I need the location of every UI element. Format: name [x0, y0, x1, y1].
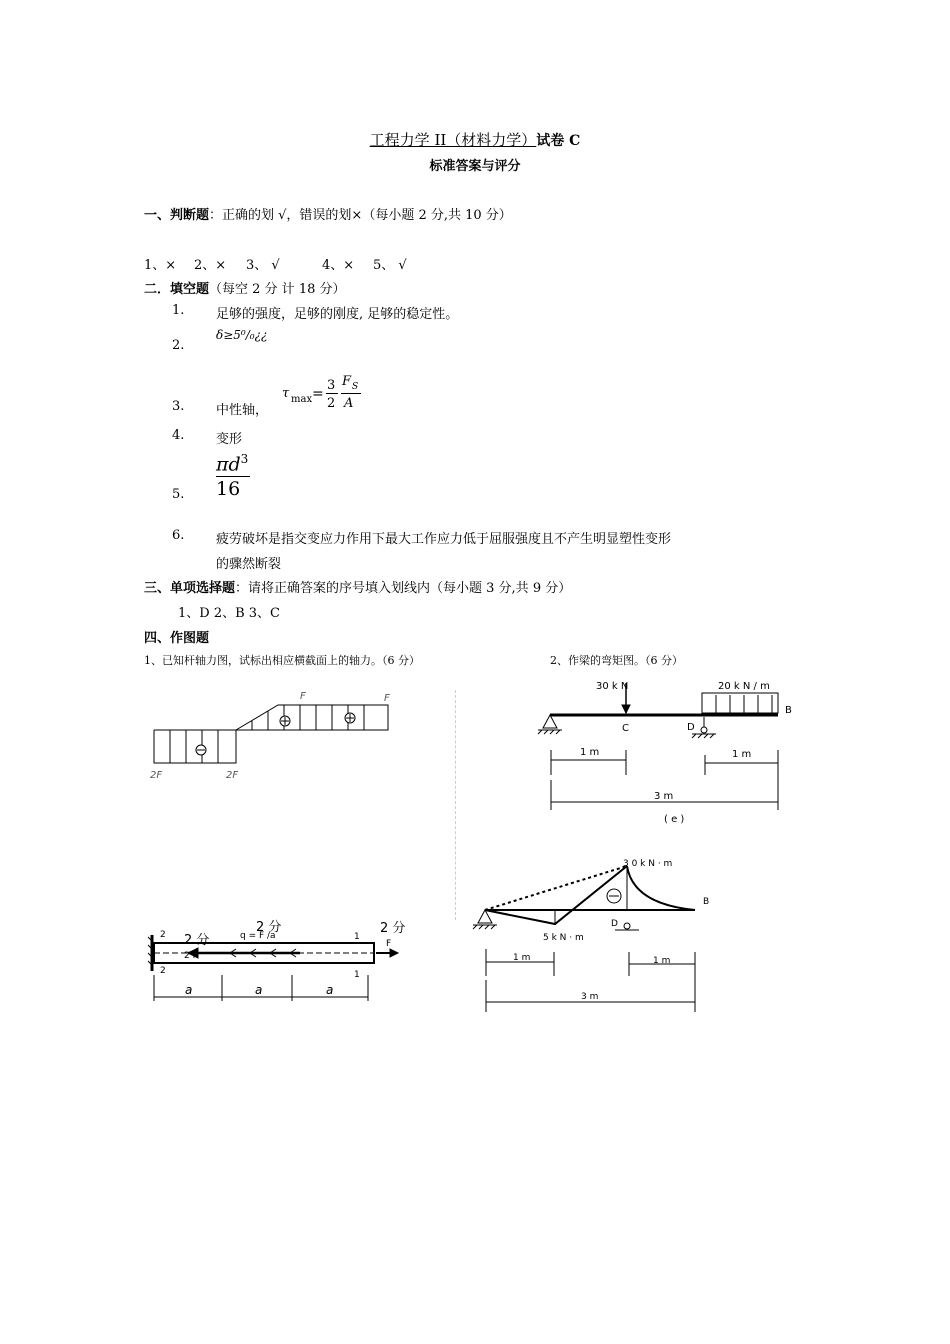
moment-5-label: 5 k N · m: [543, 933, 584, 943]
point-b: B: [703, 897, 710, 907]
score-1: 2 分: [184, 933, 210, 948]
question-1: 1、已知杆轴力图，试标出相应横截面上的轴力。（6 分）: [144, 654, 420, 667]
question-2: 2、作梁的弯矩图。（6 分）: [550, 654, 683, 667]
force-2f-label: 2 F: [184, 951, 198, 961]
label-f-1: F: [300, 691, 306, 702]
negative-region: [154, 730, 236, 763]
pin-support-a: [543, 715, 557, 728]
beam-load-diagram: [530, 675, 810, 835]
frac1-num: 3: [327, 378, 336, 393]
page-title: [0, 129, 950, 150]
dim-a-3: a: [326, 983, 334, 997]
fill-item-2-num: 2.: [172, 338, 185, 353]
point-d: D: [611, 919, 618, 929]
fill-item-6-text: 疲劳破坏是指交变应力作用下最大工作应力低于屈服强度且不产生明显塑性变形: [216, 532, 672, 547]
title-suffix: 试卷 C: [536, 133, 581, 149]
frac1-bar: [326, 393, 338, 394]
section-1-answer-1: 1、×: [144, 258, 177, 273]
section-1-bottom: 1: [354, 970, 360, 980]
section-1-desc: ：正确的划 √，错误的划×（每小题 2 分,共 10 分）: [209, 208, 512, 223]
section-4-heading: 四、作图题: [144, 631, 210, 646]
fill-item-5-num: 5.: [172, 487, 185, 502]
cube: 3: [240, 452, 249, 466]
pi-d: πd: [216, 453, 241, 476]
dim-1m-left: 1 m: [513, 953, 531, 963]
dim-a-2: a: [255, 983, 263, 997]
frac2-bar: [341, 393, 361, 394]
section-1-answer-4: 4、×: [322, 258, 355, 273]
subtitle: 标准答案与评分: [429, 159, 521, 174]
point-b: B: [785, 705, 792, 716]
fill-item-6-text2: 的骤然断裂: [216, 557, 282, 572]
force-f-label: F: [386, 939, 392, 949]
bending-moment-diagram: [465, 852, 725, 1017]
fill-item-3-num: 3.: [172, 399, 185, 414]
distributed-load-label: 20 k N / m: [718, 681, 770, 692]
fill-item-2-text: δ≥5⁰/₀¿¿: [216, 328, 268, 342]
section-3-heading: 三、单项选择题: [144, 581, 236, 596]
frac2-sub: S: [352, 382, 359, 392]
fill-item-5-frac-num: [216, 452, 248, 475]
section-3-desc: ：请将正确答案的序号填入划线内（每小题 3 分,共 9 分）: [235, 581, 572, 596]
section-3-line: [144, 577, 571, 596]
label-2f-1: 2F: [150, 770, 163, 781]
frac2-den: A: [344, 396, 354, 411]
dim-3m: 3 m: [581, 992, 599, 1002]
dim-1m-right: 1 m: [653, 956, 671, 966]
moment-30-label: 3 0 k N · m: [623, 859, 673, 869]
axial-force-diagram: [140, 685, 400, 785]
label-2f-2: 2F: [226, 770, 239, 781]
dim-a-1: a: [185, 983, 193, 997]
section-1-answer-3: 3、 √: [246, 258, 280, 273]
section-1-heading: 一、判断题: [144, 208, 210, 223]
moment-curve-right: [627, 866, 695, 910]
dim-1m-right: 1 m: [732, 749, 752, 760]
frac1-den: 2: [327, 396, 336, 411]
section-1-answer-5: 5、 √: [373, 258, 407, 273]
title-main: 工程力学 II（材料力学）: [369, 131, 537, 149]
section-2-heading: 二．填空题: [144, 282, 210, 297]
dim-1m-left: 1 m: [580, 747, 600, 758]
fill-item-4-text: 变形: [216, 432, 243, 447]
fill-item-1-text: 足够的强度，足够的刚度, 足够的稳定性。: [216, 307, 459, 322]
section-1-top: 1: [354, 932, 360, 942]
dim-3m: 3 m: [654, 791, 674, 802]
score-2: 2 分: [256, 920, 282, 935]
fill-item-5-frac-den: 16: [216, 478, 241, 500]
divider: [455, 690, 456, 920]
figure-caption: ( e ): [664, 814, 685, 825]
moment-curve-left: [485, 866, 627, 924]
frac2-num: F: [342, 374, 352, 389]
fill-item-3-text: 中性轴，: [216, 403, 269, 418]
section-2-bottom: 2: [160, 966, 166, 976]
roller-support-d: [701, 727, 707, 733]
equals: =: [312, 386, 324, 402]
distributed-load: [702, 693, 778, 713]
point-c: C: [622, 723, 629, 734]
roller-support-d: [624, 923, 630, 929]
section-1-answer-2: 2、×: [194, 258, 227, 273]
section-2-line: [144, 278, 346, 297]
section-3-answers: 1、D 2、B 3、C: [178, 606, 281, 621]
fill-item-5-bar: [216, 476, 250, 477]
fill-item-6-num: 6.: [172, 528, 185, 543]
score-3: 2 分: [380, 921, 406, 936]
positive-region: [236, 705, 388, 730]
load-label: q = F /a: [240, 931, 276, 941]
section-1-line: [144, 204, 512, 223]
fill-item-1-num: 1.: [172, 303, 185, 318]
tau-sub: max: [291, 394, 313, 405]
section-2-top: 2: [160, 930, 166, 940]
tau-symbol: τ: [282, 386, 290, 401]
label-f-2: F: [384, 693, 390, 704]
point-load-label: 30 k N: [596, 681, 629, 692]
fill-item-4-num: 4.: [172, 428, 185, 443]
section-2-desc: （每空 2 分 计 18 分）: [209, 282, 346, 297]
dashed-reference: [485, 866, 627, 910]
point-d: D: [687, 722, 695, 733]
bar-load-diagram: [140, 915, 410, 1010]
